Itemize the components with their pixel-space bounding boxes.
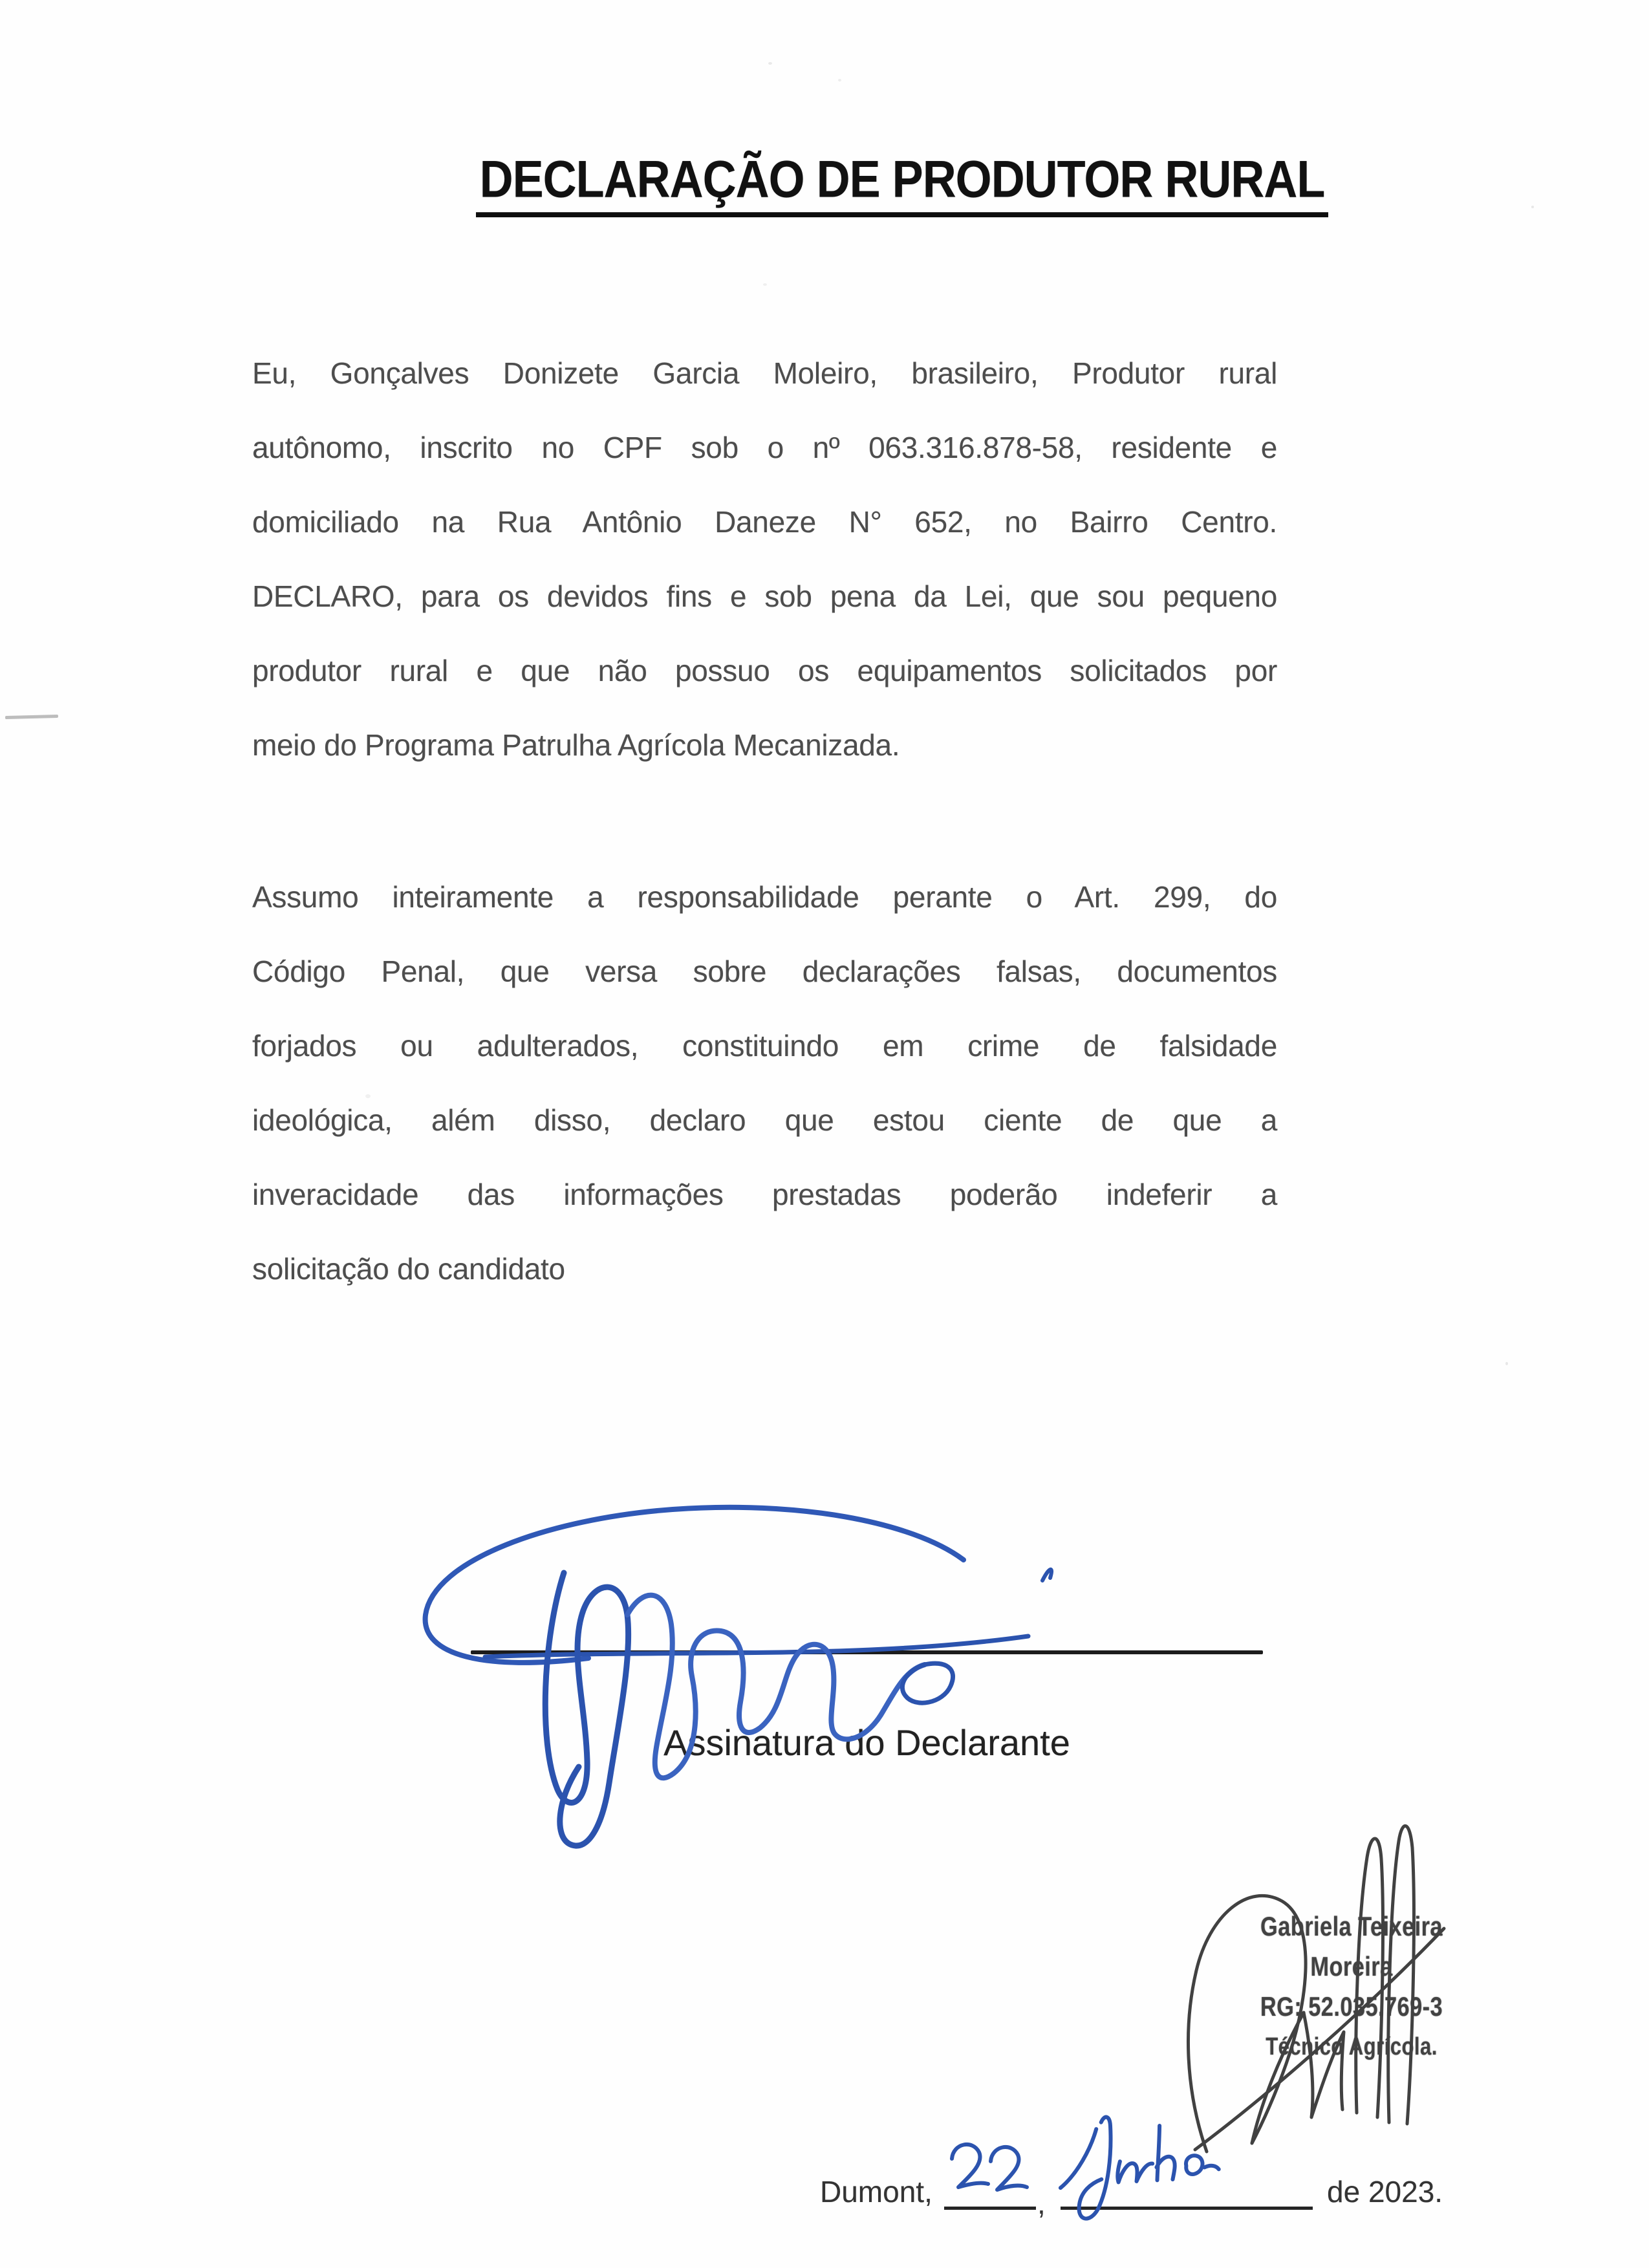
- text-line: ideológica, além disso, declaro que estou ciente de que a: [252, 1103, 1277, 1137]
- stamp-rg: RG: 52.035.769-3: [1260, 1991, 1443, 2022]
- text-line: produtor rural e que não possuo os equipamentos solicitados por: [252, 654, 1277, 687]
- text-line: solicitação do candidato: [252, 1252, 565, 1286]
- declarant-signature-ink: [394, 1495, 1093, 1857]
- text-line: inveracidade das informações prestadas poderão indeferir a: [252, 1178, 1277, 1211]
- date-separator: ,: [1037, 2187, 1046, 2220]
- stamp-role: Técnico Agrícola.: [1266, 2033, 1438, 2060]
- page-title: DECLARAÇÃO DE PRODUTOR RURAL: [476, 153, 1329, 217]
- text-line: meio do Programa Patrulha Agrícola Mecanizada.: [252, 728, 900, 762]
- text-line: Eu, Gonçalves Donizete Garcia Moleiro, brasileiro, Produtor rural: [252, 356, 1277, 390]
- date-day-line: [944, 2207, 1036, 2210]
- text-line: domiciliado na Rua Antônio Daneze N° 652, no Bairro Centro.: [252, 505, 1277, 539]
- scan-speck: [838, 79, 841, 81]
- scan-speck: [1505, 1362, 1508, 1365]
- scan-speck: [763, 283, 767, 286]
- text-line: Assumo inteiramente a responsabilidade perante o Art. 299, do: [252, 880, 1277, 914]
- text-line: autônomo, inscrito no CPF sob o nº 063.316.878-58, residente e: [252, 431, 1277, 464]
- title-block: [155, 150, 1649, 217]
- date-city-label: Dumont,: [820, 2175, 932, 2209]
- document-body: [252, 336, 1277, 1306]
- stamp-name: Gabriela Teixeira Moreira: [1260, 1911, 1443, 1982]
- handwritten-month-ink: [1044, 2095, 1251, 2229]
- text-line: DECLARO, para os devidos fins e sob pena da Lei, que sou pequeno: [252, 579, 1277, 613]
- paragraph-responsibility: [252, 860, 1277, 1306]
- text-line: forjados ou adulterados, constituindo em crime de falsidade: [252, 1029, 1277, 1063]
- handwritten-day-ink: [943, 2135, 1033, 2200]
- scan-speck: [768, 62, 772, 65]
- text-line: Código Penal, que versa sobre declarações falsas, documentos: [252, 955, 1277, 988]
- signature-label: Assinatura do Declarante: [663, 1722, 1070, 1763]
- paragraph-declaration: [252, 336, 1277, 783]
- scan-dash-artifact: [5, 715, 58, 719]
- date-year-label: de 2023.: [1327, 2175, 1443, 2209]
